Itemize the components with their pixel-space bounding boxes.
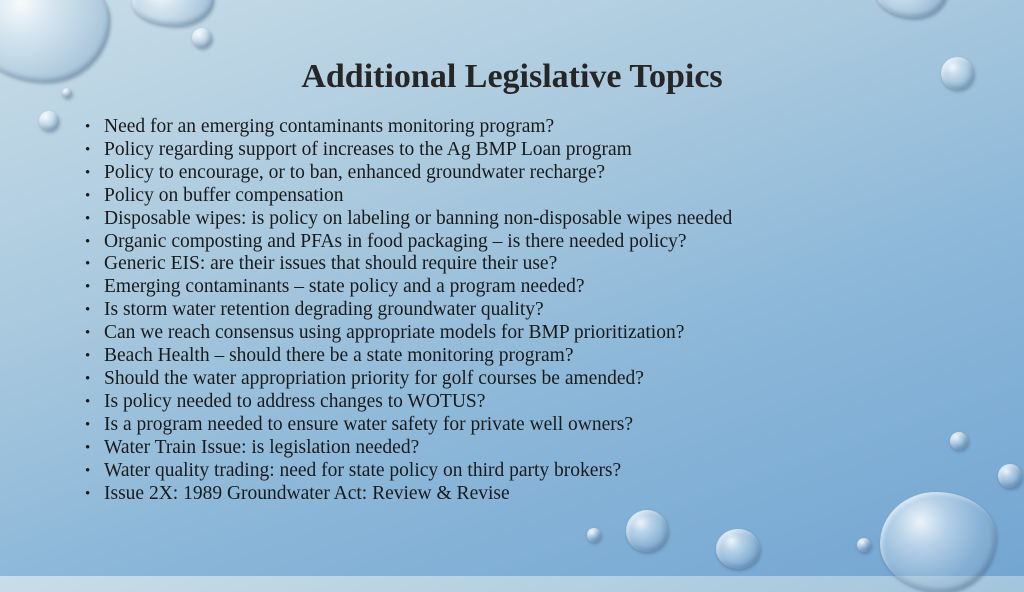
water-drop-decoration [857, 538, 871, 552]
list-item: • Water Train Issue: is legislation needed? [85, 436, 420, 458]
list-item: • Can we reach consensus using appropriate models for BMP prioritization? [85, 322, 685, 344]
slide-title: Additional Legislative Topics [301, 58, 723, 95]
list-item: • Generic EIS: are their issues that should require their use? [85, 253, 558, 275]
list-item: • Disposable wipes: is policy on labeling or banning non-disposable wipes needed [85, 207, 733, 229]
list-item: • Issue 2X: 1989 Groundwater Act: Review & Revise [85, 482, 510, 504]
water-drop-decoration [950, 432, 968, 450]
list-item: • Is policy needed to address changes to WOTUS? [85, 390, 486, 412]
water-drop-decoration [716, 529, 760, 569]
bullet-icon: • [85, 302, 91, 319]
bullet-icon: • [85, 119, 91, 135]
bullet-icon: • [85, 187, 91, 204]
list-item: • Need for an emerging contaminants monitoring program? [85, 116, 555, 137]
list-item: • Should the water appropriation priority for golf courses be amended? [85, 367, 644, 389]
bullet-icon: • [85, 416, 91, 433]
list-item: • Is storm water retention degrading groundwater quality? [85, 299, 544, 321]
list-item: • Water quality trading: need for state policy on third party brokers? [85, 459, 622, 481]
water-drop-decoration [132, 0, 214, 26]
bullet-icon: • [85, 439, 91, 456]
water-drop-decoration [880, 492, 996, 592]
water-drop-decoration [192, 28, 212, 48]
water-drop-decoration [876, 0, 948, 18]
list-item: • Beach Health – should there be a state monitoring program? [85, 345, 574, 367]
bullet-icon: • [85, 462, 91, 479]
bullet-icon: • [85, 233, 91, 250]
bullet-icon: • [85, 485, 91, 502]
bullet-icon: • [85, 325, 91, 342]
water-drop-decoration [39, 111, 59, 131]
water-drop-decoration [626, 510, 668, 552]
bullet-icon: • [85, 370, 91, 387]
bullet-icon: • [85, 393, 91, 410]
list-item: • Policy on buffer compensation [85, 184, 344, 206]
list-item: • Policy to encourage, or to ban, enhanced groundwater recharge? [85, 161, 606, 183]
water-drop-decoration [587, 528, 601, 542]
list-item: • Is a program needed to ensure water safety for private well owners? [85, 413, 633, 435]
bullet-icon: • [85, 348, 91, 365]
list-item: • Organic composting and PFAs in food packaging – is there needed policy? [85, 230, 687, 252]
list-item: • Emerging contaminants – state policy and a program needed? [85, 276, 585, 298]
bullet-icon: • [85, 256, 91, 273]
water-drop-decoration [998, 464, 1022, 488]
bullet-icon: • [85, 279, 91, 296]
list-item: • Policy regarding support of increases to the Ag BMP Loan program [85, 138, 632, 160]
bullet-icon: • [85, 141, 91, 158]
topic-list [84, 116, 732, 505]
bullet-icon: • [85, 164, 91, 181]
bullet-icon: • [85, 210, 91, 227]
